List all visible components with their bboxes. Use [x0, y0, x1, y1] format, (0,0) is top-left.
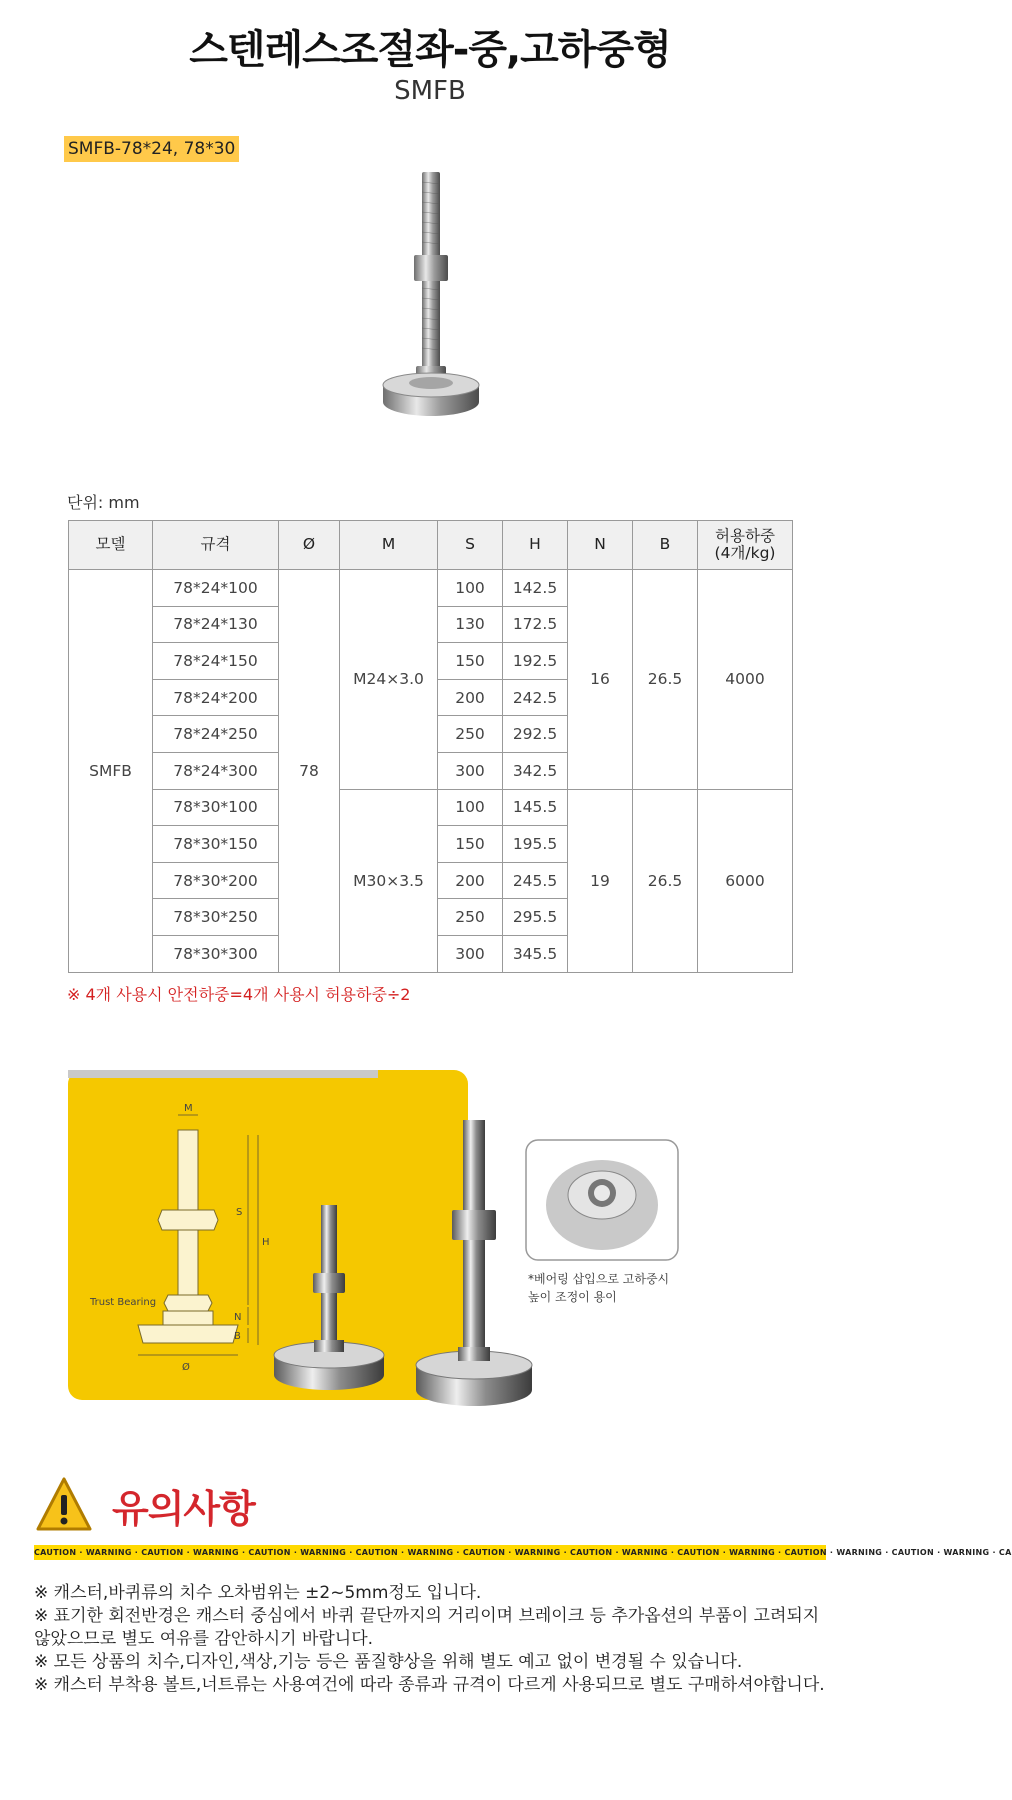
header-s: S: [438, 521, 503, 570]
table-row: [69, 789, 793, 826]
caution-title: 유의사항: [112, 1487, 255, 1531]
cell-s: 300: [438, 752, 503, 789]
unit-label: 단위: mm: [67, 493, 140, 512]
bearing-caption-2: 높이 조정이 용이: [528, 1290, 617, 1304]
cell-s: 300: [438, 935, 503, 972]
cell-h: 195.5: [503, 826, 568, 863]
header-m: M: [340, 521, 438, 570]
cell-m: M30×3.5: [340, 789, 438, 972]
header-diameter: Ø: [279, 521, 340, 570]
cell-spec: 78*30*100: [153, 789, 279, 826]
cell-b: 26.5: [633, 570, 698, 790]
header-h: H: [503, 521, 568, 570]
cell-spec: 78*24*130: [153, 606, 279, 643]
cell-h: 345.5: [503, 935, 568, 972]
caution-note: ※ 캐스터,바퀴류의 치수 오차범위는 ±2~5mm정도 입니다.: [34, 1583, 482, 1603]
header-load-line2: (4개/kg): [714, 544, 776, 562]
bearing-caption-1: *베어링 삽입으로 고하중시: [528, 1272, 670, 1286]
cell-h: 295.5: [503, 899, 568, 936]
header-b: B: [633, 521, 698, 570]
cell-s: 250: [438, 716, 503, 753]
cell-load: 4000: [698, 570, 793, 790]
header-load-line1: 허용하중: [715, 526, 775, 545]
cell-h: 292.5: [503, 716, 568, 753]
cell-s: 100: [438, 570, 503, 607]
cell-load: 6000: [698, 789, 793, 972]
cell-h: 142.5: [503, 570, 568, 607]
cell-h: 242.5: [503, 679, 568, 716]
label-h: H: [262, 1237, 270, 1248]
cell-spec: 78*24*150: [153, 643, 279, 680]
caution-tape: CAUTION · WARNING · CAUTION · WARNING · CAUTION · WARNING · CAUTION · WARNING · CAUTION · WARNING · CAUTION · WARNING · CAUTION · WARNING · CAUTION · WARNING · CAUTION · WARNING · CA: [34, 1545, 826, 1560]
cell-n: 19: [568, 789, 633, 972]
page-subtitle: SMFB: [394, 76, 466, 106]
cell-diameter: 78: [279, 570, 340, 973]
cell-spec: 78*24*250: [153, 716, 279, 753]
yellow-panel: [68, 1070, 468, 1400]
table-row: [69, 570, 793, 607]
dimension-diagram: [68, 1025, 788, 1435]
cell-h: 245.5: [503, 862, 568, 899]
label-b: B: [234, 1331, 241, 1342]
cell-h: 145.5: [503, 789, 568, 826]
bearing-inset: [526, 1140, 678, 1260]
caution-note: ※ 모든 상품의 치수,디자인,색상,기능 등은 품질향상을 위해 별도 예고 없이 변경될 수 있습니다.: [34, 1652, 743, 1672]
cell-s: 150: [438, 826, 503, 863]
cell-h: 172.5: [503, 606, 568, 643]
cell-model: SMFB: [69, 570, 153, 973]
product-photo: [370, 170, 490, 445]
model-tag: SMFB-78*24, 78*30: [64, 136, 239, 162]
table-header-row: [69, 521, 793, 570]
cell-s: 150: [438, 643, 503, 680]
spec-table: [68, 520, 793, 973]
cell-h: 192.5: [503, 643, 568, 680]
cell-spec: 78*24*100: [153, 570, 279, 607]
caution-note: ※ 표기한 회전반경은 캐스터 중심에서 바퀴 끝단까지의 거리이며 브레이크 등 추가옵션의 부품이 고려되지 않았으므로 별도 여유를 감안하시기 바랍니다.: [34, 1606, 820, 1649]
cell-h: 342.5: [503, 752, 568, 789]
header-n: N: [568, 521, 633, 570]
cell-n: 16: [568, 570, 633, 790]
cell-m: M24×3.0: [340, 570, 438, 790]
label-n: N: [234, 1312, 242, 1323]
label-s: S: [236, 1207, 243, 1218]
cell-spec: 78*30*150: [153, 826, 279, 863]
page-title: 스텐레스조절좌-중,고하중형: [189, 27, 671, 73]
cell-b: 26.5: [633, 789, 698, 972]
header-spec: 규격: [153, 521, 279, 570]
caution-notes: [34, 1582, 834, 1697]
cell-s: 200: [438, 862, 503, 899]
header-model: 모델: [69, 521, 153, 570]
header-load: [698, 521, 793, 570]
cell-s: 130: [438, 606, 503, 643]
label-m: M: [184, 1103, 193, 1114]
warning-icon: [34, 1475, 94, 1535]
cell-spec: 78*24*300: [153, 752, 279, 789]
cell-s: 100: [438, 789, 503, 826]
label-diameter: Ø: [182, 1362, 190, 1373]
caution-note: ※ 캐스터 부착용 볼트,너트류는 사용여건에 따라 종류과 규격이 다르게 사용되므로 별도 구매하셔야합니다.: [34, 1675, 825, 1695]
cell-s: 250: [438, 899, 503, 936]
cell-spec: 78*30*250: [153, 899, 279, 936]
cell-spec: 78*30*200: [153, 862, 279, 899]
cell-spec: 78*30*300: [153, 935, 279, 972]
safety-load-note: ※ 4개 사용시 안전하중=4개 사용시 허용하중÷2: [67, 985, 411, 1004]
label-trust-bearing: Trust Bearing: [90, 1297, 157, 1308]
cell-spec: 78*24*200: [153, 679, 279, 716]
cell-s: 200: [438, 679, 503, 716]
